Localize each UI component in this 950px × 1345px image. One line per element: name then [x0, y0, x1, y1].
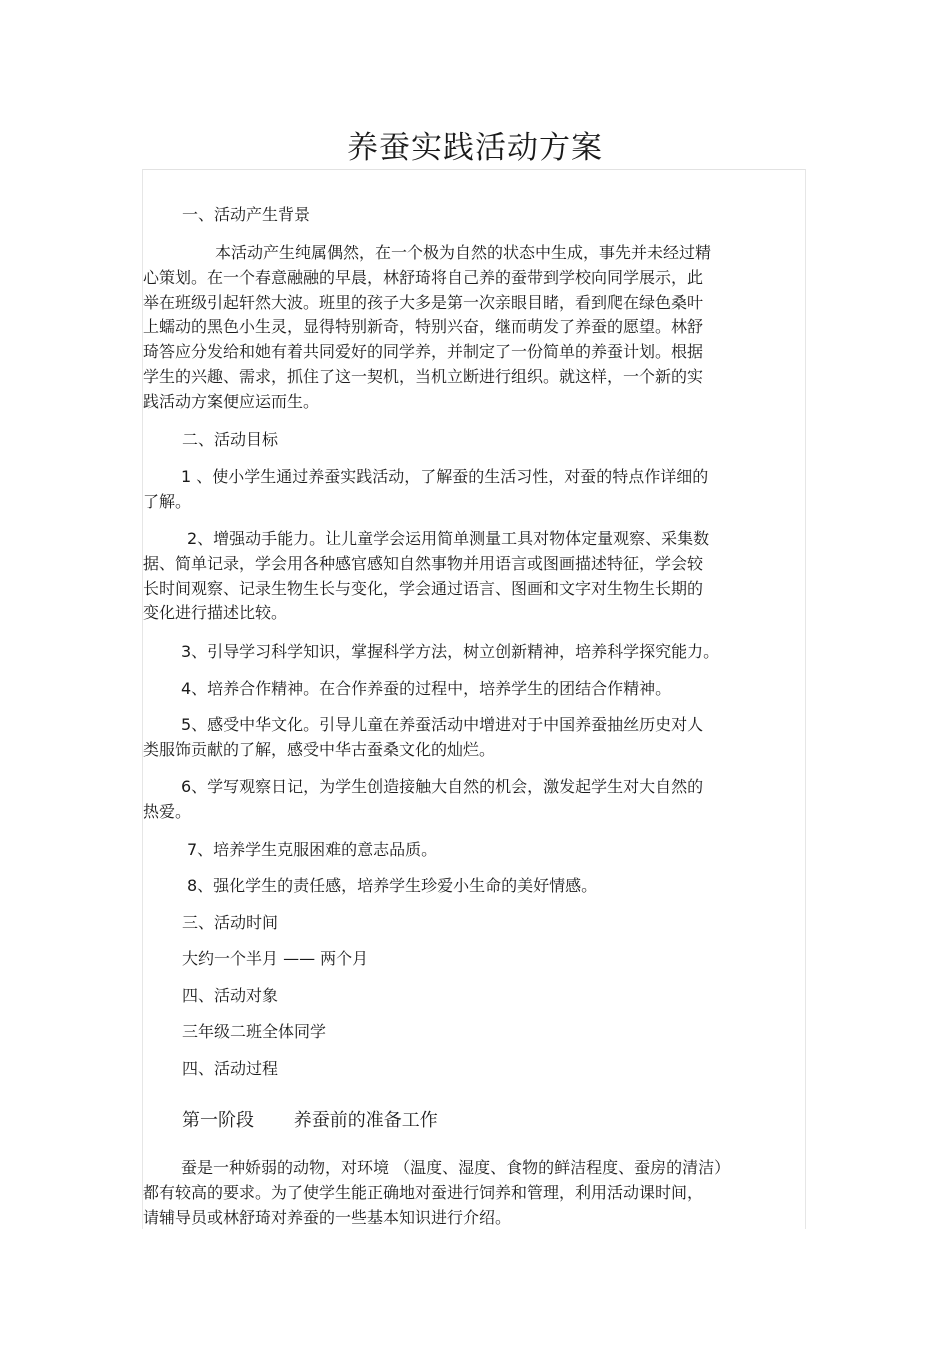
paragraph-line: 心策划。在一个春意融融的早晨，林舒琦将自己养的蚕带到学校向同学展示，此 [143, 267, 704, 287]
paragraph-line: 6、学写观察日记，为学生创造接触大自然的机会，激发起学生对大自然的 [181, 777, 704, 796]
section-3-heading: 三、活动时间 [182, 913, 279, 932]
goal-1 [143, 465, 773, 515]
paragraph-line: 5、感受中华文化。引导儿童在养蚕活动中增进对于中国养蚕抽丝历史对人 [181, 715, 704, 734]
paragraph-line: 长时间观察、记录生物生长与变化，学会通过语言、图画和文字对生物生长期的 [143, 578, 704, 598]
goal-3: 3、引导学习科学知识，掌握科学方法，树立创新精神，培养科学探究能力。 [181, 642, 720, 661]
goal-5 [143, 713, 773, 763]
paragraph-line: 蚕是一种娇弱的动物，对环境 （温度、湿度、食物的鲜洁程度、蚕房的清洁） [181, 1158, 731, 1177]
goal-8: 8、强化学生的责任感，培养学生珍爱小生命的美好情感。 [187, 876, 598, 895]
goal-2 [143, 527, 773, 626]
paragraph-line: 学生的兴趣、需求，抓住了这一契机，当机立断进行组织。就这样，一个新的实 [143, 366, 704, 386]
section-2-heading: 二、活动目标 [182, 430, 279, 449]
background-paragraph [143, 241, 773, 415]
goal-7: 7、培养学生克服困难的意志品质。 [187, 840, 438, 859]
paragraph-line: 1 、使小学生通过养蚕实践活动，了解蚕的生活习性，对蚕的特点作详细的 [181, 467, 709, 486]
paragraph-line: 上蠕动的黑色小生灵，显得特别新奇，特别兴奋，继而萌发了养蚕的愿望。林舒 [143, 317, 704, 337]
paragraph-line: 据、简单记录，学会用各种感官感知自然事物并用语言或图画描述特征，学会较 [143, 553, 704, 573]
paragraph-line: 琦答应分发给和她有着共同爱好的同学养，并制定了一份简单的养蚕计划。根据 [143, 342, 704, 362]
paragraph-line: 践活动方案便应运而生。 [143, 391, 320, 411]
intro-paragraph [143, 1156, 773, 1230]
paragraph-line: 热爱。 [143, 801, 192, 821]
stage-heading [182, 1106, 438, 1132]
paragraph-line: 本活动产生纯属偶然，在一个极为自然的状态中生成，事先并未经过精 [215, 243, 712, 262]
paragraph-line: 了解。 [143, 491, 192, 511]
page-title: 养蚕实践活动方案 [347, 130, 603, 166]
section-1-heading: 一、活动产生背景 [182, 205, 311, 224]
section-4-heading: 四、活动对象 [182, 986, 279, 1005]
paragraph-line: 都有较高的要求。为了使学生能正确地对蚕进行饲养和管理，利用活动课时间， [143, 1182, 704, 1202]
goal-4: 4、培养合作精神。在合作养蚕的过程中，培养学生的团结合作精神。 [181, 679, 672, 698]
goal-6 [143, 775, 773, 825]
paragraph-line: 2、增强动手能力。让儿童学会运用简单测量工具对物体定量观察、采集数 [187, 529, 710, 548]
section-3-text: 大约一个半月 —— 两个月 [182, 949, 369, 968]
stage-label: 第一阶段 [182, 1110, 254, 1131]
section-4-text: 三年级二班全体同学 [182, 1022, 327, 1041]
paragraph-line: 举在班级引起轩然大波。班里的孩子大多是第一次亲眼目睹，看到爬在绿色桑叶 [143, 292, 704, 312]
paragraph-line: 请辅导员或林舒琦对养蚕的一些基本知识进行介绍。 [143, 1207, 512, 1227]
section-5-heading: 四、活动过程 [182, 1059, 279, 1078]
paragraph-line: 类服饰贡献的了解，感受中华古蚕桑文化的灿烂。 [143, 739, 496, 759]
paragraph-line: 变化进行描述比较。 [143, 603, 288, 623]
stage-title: 养蚕前的准备工作 [293, 1110, 438, 1131]
